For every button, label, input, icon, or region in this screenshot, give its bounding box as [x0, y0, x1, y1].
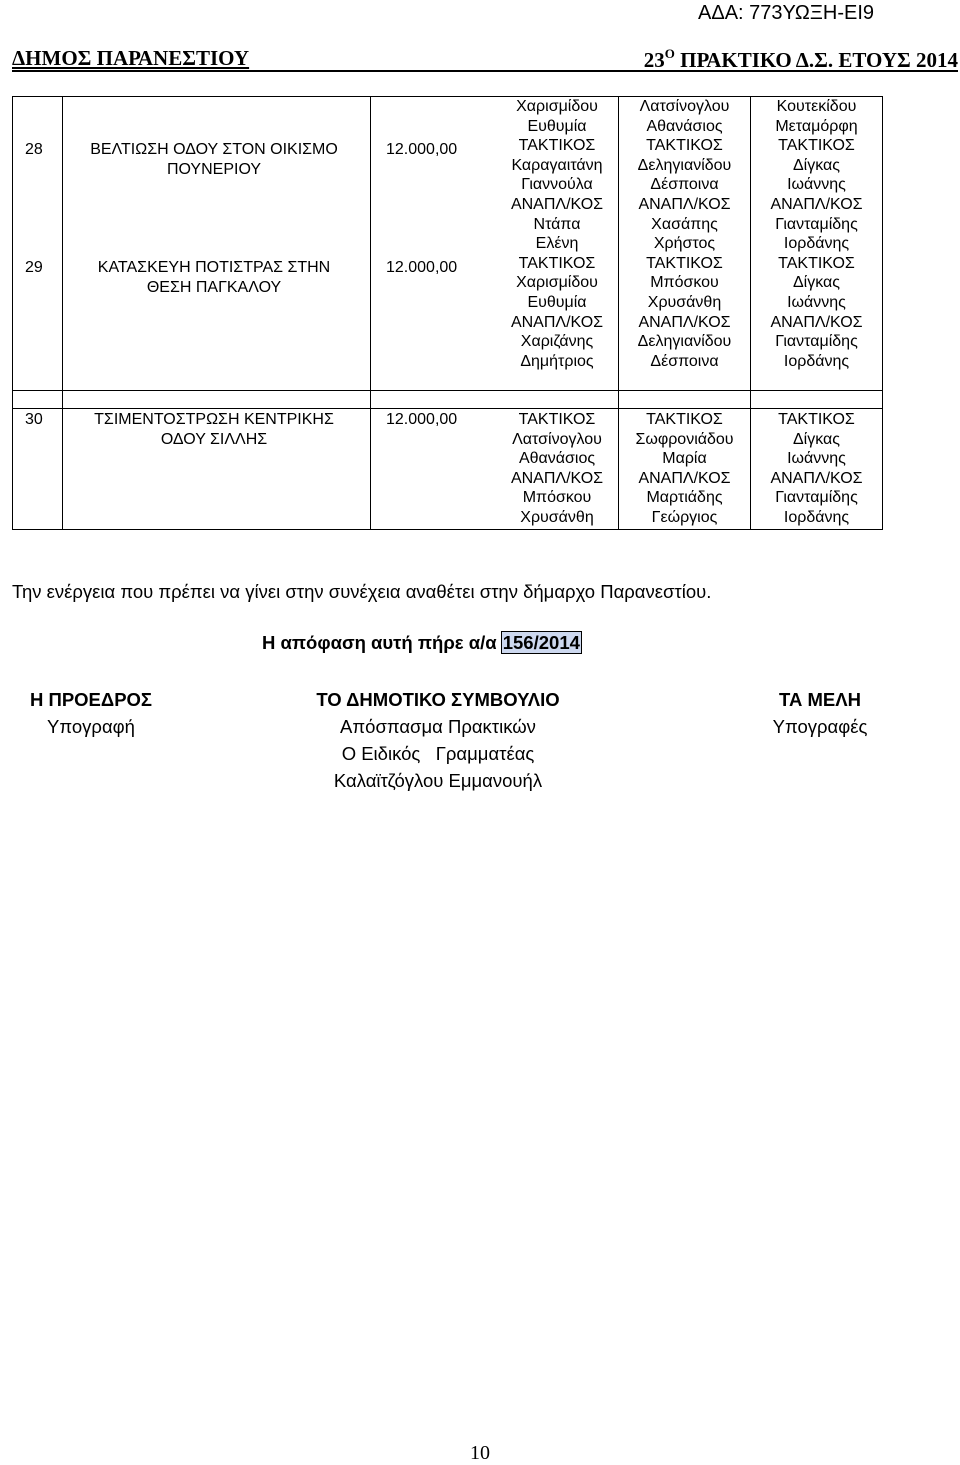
project-description: ΤΣΙΜΕΝΤΟΣΤΡΩΣΗ ΚΕΝΤΡΙΚΗΣ ΟΔΟΥ ΣΙΛΛΗΣ	[94, 411, 334, 448]
table-row-group	[13, 97, 883, 391]
cell-num	[13, 97, 63, 391]
cell-members	[619, 97, 751, 391]
cell-description	[63, 409, 371, 530]
signature-council: ΤΟ ΔΗΜΟΤΙΚΟ ΣΥΜΒΟΥΛΙΟ Απόσπασμα Πρακτικών Ο Ειδικός Γραμματέας Καλαϊτζόγλου Εμμανουήλ	[316, 689, 560, 791]
members-list: Χαρισμίδου Ευθυμία ΤΑΚΤΙΚΟΣ Καραγαιτάνη Γιαννούλα ΑΝΑΠΛ/ΚΟΣ Ντάπα Ελένη ΤΑΚΤΙΚΟΣ Χαρισμίδου Ευθυμία ΑΝΑΠΛ/ΚΟΣ Χαριζάνης Δημήτριος	[510, 98, 604, 370]
project-description: ΒΕΛΤΙΩΣΗ ΟΔΟΥ ΣΤΟΝ ΟΙΚΙΣΜΟ ΠΟΥΝΕΡΙΟΥ	[90, 141, 338, 178]
row-number: 30	[25, 411, 43, 428]
table-row	[13, 391, 883, 409]
signature-members: ΤΑ ΜΕΛΗ Υπογραφές	[772, 689, 868, 737]
cell-description	[63, 97, 371, 391]
members-list: Κουτεκίδου Μεταμόρφη ΤΑΚΤΙΚΟΣ Δίγκας Ιωάννης ΑΝΑΠΛ/ΚΟΣ Γιανταμίδης Ιορδάνης ΤΑΚΤΙΚΟΣ Δίγκας Ιωάννης ΑΝΑΠΛ/ΚΟΣ Γιανταμίδης Ιορδάνης	[770, 98, 863, 370]
document-header	[12, 46, 958, 72]
amount: 12.000,00	[386, 141, 458, 158]
municipality-name: ΔΗΜΟΣ ΠΑΡΑΝΕΣΤΙΟΥ	[12, 46, 250, 70]
cell-num	[13, 409, 63, 530]
cell-members	[751, 97, 883, 391]
members-list: ΤΑΚΤΙΚΟΣ Σωφρονιάδου Μαρία ΑΝΑΠΛ/ΚΟΣ Μαρτιάδης Γεώργιος	[635, 411, 734, 526]
members-list: ΤΑΚΤΙΚΟΣ Δίγκας Ιωάννης ΑΝΑΠΛ/ΚΟΣ Γιανταμίδης Ιορδάνης	[770, 411, 863, 526]
cell-members	[619, 409, 751, 530]
signature-president: Η ΠΡΟΕΔΡΟΣ Υπογραφή	[29, 689, 153, 737]
project-description: ΚΑΤΑΣΚΕΥΗ ΠΟΤΙΣΤΡΑΣ ΣΤΗΝ ΘΕΣΗ ΠΑΓΚΑΛΟΥ	[97, 259, 331, 296]
amount: 12.000,00	[386, 259, 458, 276]
row-number: 29	[25, 259, 43, 276]
committee-table	[12, 96, 883, 530]
decision-line: Η απόφαση αυτή πήρε α/α 156/2014	[262, 632, 580, 653]
minutes-title: $23^O$ ΠΡΑΚΤΙΚΟ Δ.Σ. ΕΤΟΥΣ 2014	[643, 46, 958, 72]
ada-code: ΑΔΑ: 773ΥΩΞΗ-ΕΙ9	[698, 2, 874, 24]
cell-members	[751, 409, 883, 530]
action-note: Την ενέργεια που πρέπει να γίνει στην συνέχεια αναθέτει στην δήμαρχο Παρανεστίου.	[12, 581, 712, 602]
decision-number: 156/2014	[502, 632, 580, 653]
members-list: Λατσίνογλου Αθανάσιος ΤΑΚΤΙΚΟΣ Δεληγιανίδου Δέσποινα ΑΝΑΠΛ/ΚΟΣ Χασάπης Χρήστος ΤΑΚΤΙΚΟΣ Μπόσκου Χρυσάνθη ΑΝΑΠΛ/ΚΟΣ Δεληγιανίδου Δέσποινα	[637, 98, 732, 370]
amount: 12.000,00	[386, 411, 458, 428]
table-row	[13, 409, 883, 530]
page-number: 10	[470, 1442, 490, 1464]
cell-amount-members	[371, 97, 619, 391]
row-number: 28	[25, 141, 43, 158]
members-list: ΤΑΚΤΙΚΟΣ Λατσίνογλου Αθανάσιος ΑΝΑΠΛ/ΚΟΣ Μπόσκου Χρυσάνθη	[510, 411, 604, 526]
cell-amount-members	[371, 409, 619, 530]
